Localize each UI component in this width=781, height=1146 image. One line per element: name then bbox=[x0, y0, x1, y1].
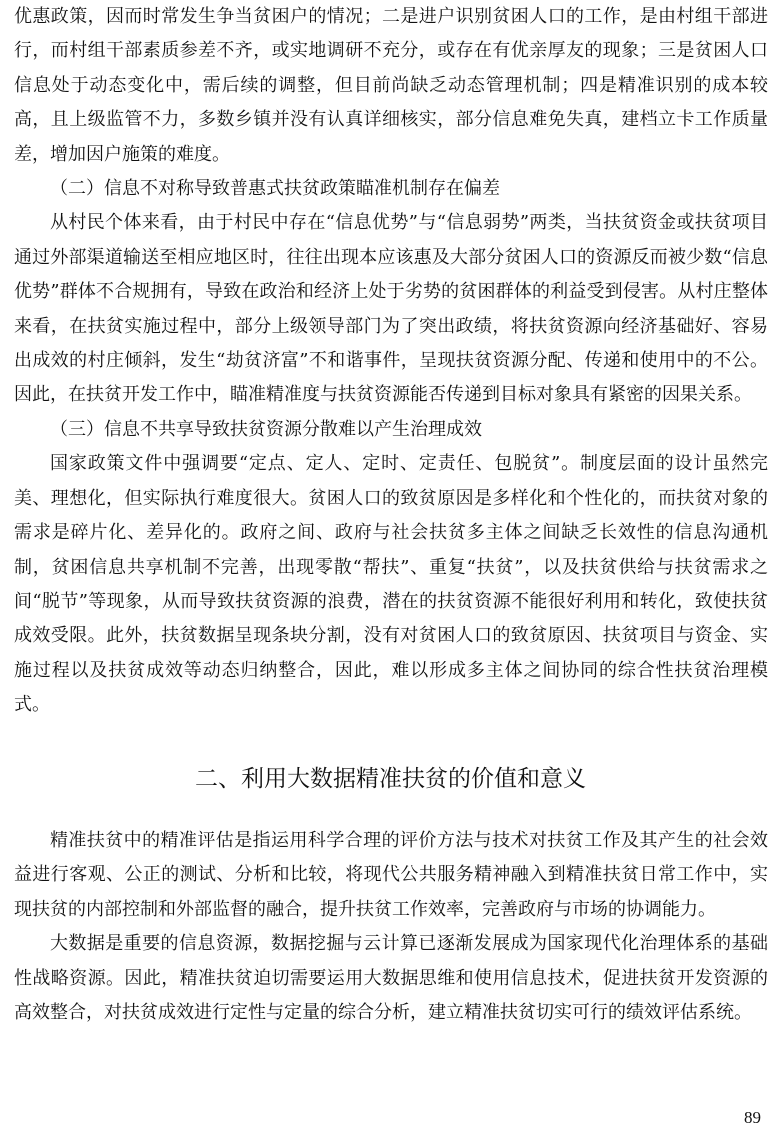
paragraph-info-asymmetry: 从村民个体来看，由于村民中存在“信息优势”与“信息弱势”两类，当扶贫资金或扶贫项目通过外部渠道输送至相应地区时，往往出现本应该惠及大部分贫困人口的资源反而被少数“信息优势”群体不合规拥有，导致在政治和经济上处于劣势的贫困群体的利益受到侵害。从村庄整体来看，在扶贫实施过程中，部分上级领导部门为了突出政绩，将扶贫资源向经济基础好、容易出成效的村庄倾斜，发生“劫贫济富”不和谐事件，呈现扶贫资源分配、传递和使用中的不公。因此，在扶贫开发工作中，瞄准精准度与扶贫资源能否传递到目标对象具有紧密的因果关系。 bbox=[14, 212, 768, 406]
paragraph-continuation: 优惠政策，因而时常发生争当贫困户的情况；二是进户识别贫困人口的工作，是由村组干部进行，而村组干部素质参差不齐，或实地调研不充分，或存在有优亲厚友的现象；三是贫困人口信息处于动态变化中，需后续的调整，但目前尚缺乏动态管理机制；四是精准识别的成本较高，且上级监管不力，多数乡镇并没有认真详细核实，部分信息难免失真，建档立卡工作质量差，增加因户施策的难度。 bbox=[14, 6, 768, 165]
section-heading: 二、利用大数据精准扶贫的价值和意义 bbox=[195, 766, 586, 792]
paragraph-precise-evaluation: 精准扶贫中的精准评估是指运用科学合理的评价方法与技术对扶贫工作及其产生的社会效益进行客观、公正的测试、分析和比较，将现代公共服务精神融入到精准扶贫日常工作中，实现扶贫的内部控制和外部监督的融合，提升扶贫工作效率，完善政府与市场的协调能力。 bbox=[14, 830, 768, 920]
paragraph-info-sharing: 国家政策文件中强调要“定点、定人、定时、定责任、包脱贫”。制度层面的设计虽然完美、理想化，但实际执行难度很大。贫困人口的致贫原因是多样化和个性化的，而扶贫对象的需求是碎片化、差异化的。政府之间、政府与社会扶贫多主体之间缺乏长效性的信息沟通机制，贫困信息共享机制不完善，出现零散“帮扶”、重复“扶贫”，以及扶贫供给与扶贫需求之间“脱节”等现象，从而导致扶贫资源的浪费，潜在的扶贫资源不能很好利用和转化，致使扶贫成效受限。此外，扶贫数据呈现条块分割，没有对贫困人口的致贫原因、扶贫项目与资金、实施过程以及扶贫成效等动态归纳整合，因此，难以形成多主体之间协同的综合性扶贫治理模式。 bbox=[14, 453, 768, 716]
subheading-two: （二）信息不对称导致普惠式扶贫政策瞄准机制存在偏差 bbox=[50, 178, 500, 200]
page-number: 89 bbox=[744, 1108, 761, 1127]
paragraph-big-data: 大数据是重要的信息资源，数据挖掘与云计算已逐渐发展成为国家现代化治理体系的基础性战略资源。因此，精准扶贫迫切需要运用大数据思维和使用信息技术，促进扶贫开发资源的高效整合，对扶贫成效进行定性与定量的综合分析，建立精准扶贫切实可行的绩效评估系统。 bbox=[14, 933, 768, 1024]
subheading-three: （三）信息不共享导致扶贫资源分散难以产生治理成效 bbox=[50, 418, 482, 440]
top-text-block bbox=[14, 0, 768, 723]
bottom-text-block bbox=[14, 824, 768, 1030]
